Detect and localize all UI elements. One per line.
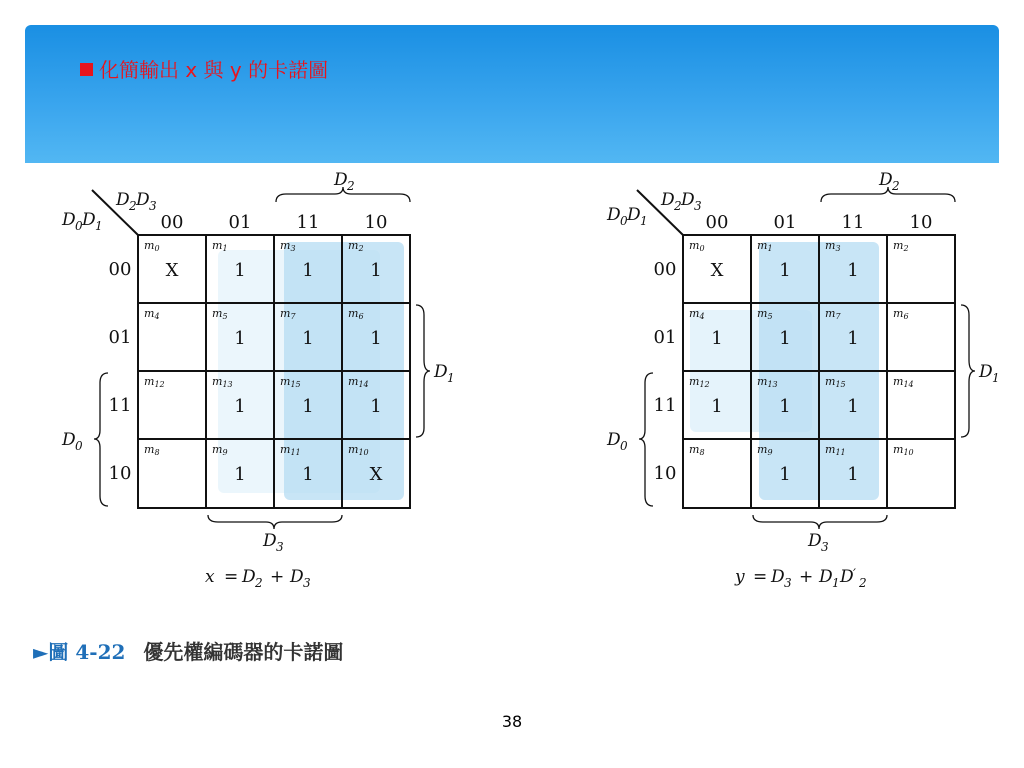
figure-caption — [33, 636, 343, 665]
cell-value: 1 — [847, 396, 859, 417]
svg-text:D: D — [290, 567, 304, 587]
minterm-label: m10 — [348, 443, 369, 457]
svg-text:2: 2 — [892, 179, 900, 193]
minterm-label: m11 — [280, 443, 301, 457]
col-header: 00 — [160, 212, 184, 233]
row-header: 10 — [653, 463, 677, 484]
minterm-label: m0 — [144, 239, 160, 253]
cell-value: 1 — [370, 328, 382, 349]
kmap-x — [50, 170, 480, 590]
kmap-y — [595, 170, 1024, 590]
svg-text:D: D — [819, 567, 833, 587]
brace-d3 — [753, 515, 887, 529]
corner-label-cols — [115, 190, 157, 213]
minterm-label: m11 — [825, 443, 846, 457]
svg-text:D: D — [136, 190, 150, 210]
svg-text:D: D — [879, 170, 893, 190]
brace-d0 — [94, 373, 108, 506]
svg-text:D: D — [116, 190, 130, 210]
cell-value: 1 — [302, 328, 314, 349]
svg-text:+: + — [799, 567, 814, 587]
svg-text:2: 2 — [129, 199, 137, 213]
svg-text:D: D — [808, 531, 822, 551]
row-header: 00 — [108, 259, 132, 280]
svg-text:D: D — [681, 190, 695, 210]
svg-text:D: D — [62, 210, 76, 230]
svg-text:1: 1 — [832, 576, 840, 590]
cell-value: X — [369, 464, 383, 485]
cell-value: X — [710, 260, 724, 281]
minterm-label: m15 — [825, 375, 846, 389]
col-header: 11 — [296, 212, 320, 233]
svg-text:′: ′ — [853, 567, 856, 582]
svg-text:D: D — [771, 567, 785, 587]
minterm-label: m13 — [212, 375, 233, 389]
minterm-label: m4 — [144, 307, 160, 321]
minterm-label: m9 — [212, 443, 228, 457]
minterm-label: m0 — [689, 239, 705, 253]
svg-text:D: D — [607, 430, 621, 450]
svg-text:D: D — [434, 362, 448, 382]
col-header: 11 — [841, 212, 865, 233]
svg-text:2: 2 — [674, 199, 682, 213]
cell-value: 1 — [779, 396, 791, 417]
svg-text:1: 1 — [447, 371, 455, 385]
cell-value: 1 — [779, 464, 791, 485]
row-header: 10 — [108, 463, 132, 484]
page-number: 38 — [501, 712, 523, 731]
minterm-label: m6 — [348, 307, 364, 321]
equation-y — [734, 567, 867, 590]
svg-text:D: D — [82, 210, 96, 230]
cell-value: 1 — [302, 396, 314, 417]
svg-text:=: = — [753, 567, 768, 587]
svg-text:D: D — [62, 430, 76, 450]
svg-text:3: 3 — [784, 576, 792, 590]
cell-value: 1 — [234, 328, 246, 349]
label-d1 — [978, 362, 1000, 385]
label-d1 — [433, 362, 455, 385]
row-header: 01 — [108, 327, 132, 348]
minterm-label: m13 — [757, 375, 778, 389]
minterm-label: m7 — [280, 307, 296, 321]
cell-value: 1 — [847, 328, 859, 349]
cell-value: 1 — [302, 260, 314, 281]
cell-value: 1 — [779, 260, 791, 281]
svg-text:3: 3 — [149, 199, 157, 213]
cell-value: 1 — [711, 328, 723, 349]
cell-value: 1 — [302, 464, 314, 485]
cell-value: 1 — [847, 464, 859, 485]
minterm-label: m3 — [825, 239, 841, 253]
svg-text:2: 2 — [255, 576, 263, 590]
label-d0 — [606, 430, 628, 453]
corner-label-rows — [606, 205, 648, 228]
minterm-label: m8 — [689, 443, 705, 457]
brace-d1 — [961, 305, 975, 437]
label-d3 — [807, 531, 829, 554]
cell-value: 1 — [779, 328, 791, 349]
row-header: 11 — [108, 395, 132, 416]
svg-text:D: D — [979, 362, 993, 382]
minterm-label: m8 — [144, 443, 160, 457]
minterm-label: m1 — [757, 239, 773, 253]
minterm-label: m14 — [893, 375, 914, 389]
svg-text:D: D — [607, 205, 621, 225]
cell-value: 1 — [847, 260, 859, 281]
svg-text:3: 3 — [303, 576, 311, 590]
cell-value: 1 — [711, 396, 723, 417]
minterm-label: m5 — [757, 307, 773, 321]
col-header: 10 — [364, 212, 388, 233]
col-header: 10 — [909, 212, 933, 233]
cell-value: X — [165, 260, 179, 281]
minterm-label: m9 — [757, 443, 773, 457]
brace-d3 — [208, 515, 342, 529]
svg-text:D: D — [661, 190, 675, 210]
svg-text:3: 3 — [821, 540, 829, 554]
svg-text:0: 0 — [75, 219, 83, 233]
svg-text:3: 3 — [694, 199, 702, 213]
minterm-label: m2 — [348, 239, 364, 253]
square-bullet-icon — [80, 63, 93, 76]
svg-text:0: 0 — [75, 439, 83, 453]
cell-value: 1 — [370, 396, 382, 417]
svg-text:D: D — [840, 567, 854, 587]
svg-text:D: D — [242, 567, 256, 587]
svg-text:+: + — [270, 567, 285, 587]
label-d0 — [61, 430, 83, 453]
minterm-label: m12 — [144, 375, 165, 389]
corner-label-cols — [660, 190, 702, 213]
minterm-label: m12 — [689, 375, 710, 389]
label-d2 — [878, 170, 900, 193]
minterm-label: m15 — [280, 375, 301, 389]
row-header: 01 — [653, 327, 677, 348]
svg-text:D: D — [627, 205, 641, 225]
triangle-right-icon: ► — [33, 640, 49, 664]
brace-d1 — [416, 305, 430, 437]
svg-text:2: 2 — [347, 179, 355, 193]
svg-text:x: x — [205, 567, 215, 587]
minterm-label: m3 — [280, 239, 296, 253]
svg-text:1: 1 — [640, 214, 648, 228]
svg-text:3: 3 — [276, 540, 284, 554]
svg-text:0: 0 — [620, 214, 628, 228]
row-header: 11 — [653, 395, 677, 416]
cell-value: 1 — [370, 260, 382, 281]
minterm-label: m14 — [348, 375, 369, 389]
cell-value: 1 — [234, 464, 246, 485]
equation-x — [205, 567, 311, 590]
caption-text: 優先權編碼器的卡諾圖 — [143, 640, 344, 664]
svg-text:0: 0 — [620, 439, 628, 453]
minterm-label: m1 — [212, 239, 228, 253]
minterm-label: m4 — [689, 307, 705, 321]
minterm-label: m7 — [825, 307, 841, 321]
label-d2 — [333, 170, 355, 193]
col-header: 01 — [228, 212, 252, 233]
minterm-label: m2 — [893, 239, 909, 253]
label-d3 — [262, 531, 284, 554]
title-banner — [25, 25, 999, 163]
slide-title: 化簡輸出 x 與 y 的卡諾圖 — [80, 54, 328, 83]
svg-text:=: = — [224, 567, 239, 587]
figure-number: 圖 4-22 — [48, 640, 126, 664]
cell-value: 1 — [234, 260, 246, 281]
minterm-label: m10 — [893, 443, 914, 457]
row-header: 00 — [653, 259, 677, 280]
brace-d0 — [639, 373, 653, 506]
col-header: 01 — [773, 212, 797, 233]
svg-text:1: 1 — [992, 371, 1000, 385]
cell-value: 1 — [234, 396, 246, 417]
svg-text:1: 1 — [95, 219, 103, 233]
minterm-label: m6 — [893, 307, 909, 321]
minterm-label: m5 — [212, 307, 228, 321]
col-header: 00 — [705, 212, 729, 233]
svg-text:D: D — [334, 170, 348, 190]
corner-label-rows — [61, 210, 103, 233]
svg-text:y: y — [735, 567, 745, 587]
svg-text:2: 2 — [859, 576, 867, 590]
svg-text:D: D — [263, 531, 277, 551]
